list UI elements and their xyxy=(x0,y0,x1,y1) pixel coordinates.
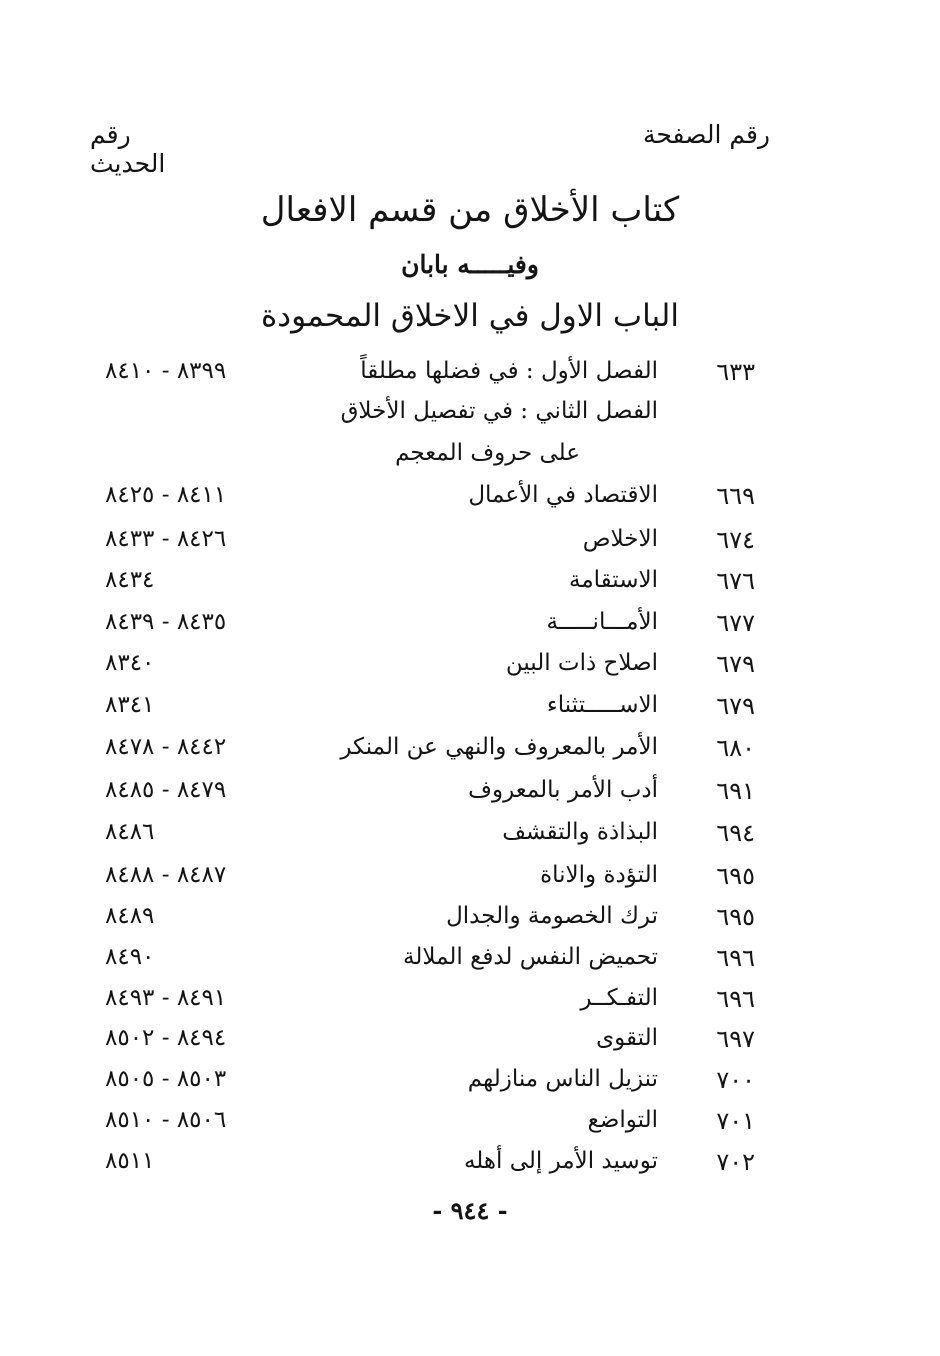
toc-entry xyxy=(0,1066,940,1106)
toc-entry xyxy=(0,862,940,902)
entry-hadith-range: ٨٤٤٢ - ٨٤٧٨ xyxy=(105,734,227,760)
entry-title: الاستقامة xyxy=(568,567,658,593)
toc-entry xyxy=(0,526,940,566)
entry-hadith-range: ٨٤٣٤ xyxy=(105,567,155,593)
entry-hadith-range: ٨٣٤٠ xyxy=(105,650,155,676)
entry-page-number: ٧٠١ xyxy=(716,1107,755,1135)
entry-title: الفصل الأول : في فضلها مطلقاً xyxy=(360,358,658,384)
entry-title: الأمـــانـــــة xyxy=(546,609,658,635)
entry-page-number: ٦٨٠ xyxy=(716,734,755,762)
entry-title: أدب الأمر بالمعروف xyxy=(468,777,658,803)
entry-page-number: ٦٩٤ xyxy=(716,819,755,847)
toc-entry xyxy=(0,482,940,522)
entry-title: الاقتصاد في الأعمال xyxy=(468,482,658,508)
book-subtitle: وفيـــــه بابان xyxy=(401,250,539,279)
entry-page-number: ٦٧٩ xyxy=(716,692,755,720)
entry-title: الأمر بالمعروف والنهي عن المنكر xyxy=(340,734,658,760)
entry-title: التفـكــر xyxy=(580,985,658,1011)
entry-title: اصلاح ذات البين xyxy=(505,650,658,676)
entry-page-number: ٦٩٦ xyxy=(716,985,755,1013)
entry-title: التقوى xyxy=(596,1025,658,1051)
entry-hadith-range: ٨٤٩٠ xyxy=(105,944,155,970)
entry-hadith-range: ٨٤٩١ - ٨٤٩٣ xyxy=(105,985,227,1011)
toc-entry xyxy=(0,1148,940,1188)
book-title: كتاب الأخلاق من قسم الافعال xyxy=(260,190,680,230)
entry-title: التواضع xyxy=(587,1107,658,1133)
entry-hadith-range: ٨٤٣٥ - ٨٤٣٩ xyxy=(105,609,227,635)
entry-title: تنزيل الناس منازلهم xyxy=(467,1066,658,1092)
entry-hadith-range: ٨٤٨٦ xyxy=(105,819,155,845)
toc-entry xyxy=(0,567,940,607)
toc-entry xyxy=(0,692,940,732)
page-number-column-header: رقم الصفحة xyxy=(642,120,770,149)
entry-hadith-range: ٨٣٩٩ - ٨٤١٠ xyxy=(105,358,227,384)
entry-title: توسيد الأمر إلى أهله xyxy=(463,1148,658,1174)
entry-hadith-range: ٨٤٢٦ - ٨٤٣٣ xyxy=(105,526,227,552)
entry-page-number: ٦٩٧ xyxy=(716,1025,755,1053)
entry-hadith-range: ٨٤٨٧ - ٨٤٨٨ xyxy=(105,862,227,888)
entry-page-number: ٦٧٤ xyxy=(716,526,755,554)
entry-hadith-range: ٨٤٩٤ - ٨٥٠٢ xyxy=(105,1025,227,1051)
entry-title-continued: الفصل الثاني : في تفصيل الأخلاق xyxy=(340,398,658,424)
entry-hadith-range: ٨٣٤١ xyxy=(105,692,155,718)
entry-title: الاخلاص xyxy=(582,526,658,552)
entry-title: التؤدة والاناة xyxy=(540,862,658,888)
entry-page-number: ٦٧٩ xyxy=(716,650,755,678)
hadith-number-column-header: رقم الحديث xyxy=(90,120,166,178)
entry-page-number: ٦٩٥ xyxy=(716,862,755,890)
entry-hadith-range: ٨٤١١ - ٨٤٢٥ xyxy=(105,482,227,508)
toc-entry xyxy=(0,609,940,649)
entry-page-number: ٦٣٣ xyxy=(716,358,755,386)
toc-entry xyxy=(0,358,940,398)
entry-hadith-range: ٨٥٠٦ - ٨٥١٠ xyxy=(105,1107,227,1133)
toc-entry xyxy=(0,819,940,859)
entry-page-number: ٧٠٢ xyxy=(716,1148,755,1176)
entry-page-number: ٦٩٥ xyxy=(716,903,755,931)
entry-title: البذاذة والتقشف xyxy=(502,819,658,845)
toc-entry xyxy=(0,734,940,774)
entry-page-number: ٦٧٧ xyxy=(716,609,755,637)
entry-page-number: ٦٧٦ xyxy=(716,567,755,595)
chapter-title: الباب الاول في الاخلاق المحمودة xyxy=(261,298,679,334)
entry-title: الاســـــتثناء xyxy=(546,692,658,718)
toc-entry xyxy=(0,903,940,943)
entry-hadith-range: ٨٤٨٩ xyxy=(105,903,155,929)
toc-entry xyxy=(0,985,940,1025)
entry-title: تحميض النفس لدفع الملالة xyxy=(403,944,658,970)
toc-entry xyxy=(0,777,940,817)
entry-page-number: ٧٠٠ xyxy=(716,1066,755,1094)
toc-entry xyxy=(0,944,940,984)
entry-title-continued: على حروف المعجم xyxy=(395,440,580,466)
toc-entry xyxy=(0,650,940,690)
entry-page-number: ٦٦٩ xyxy=(716,482,755,510)
entry-hadith-range: ٨٥١١ xyxy=(105,1148,155,1174)
entry-hadith-range: ٨٥٠٣ - ٨٥٠٥ xyxy=(105,1066,227,1092)
entry-title: ترك الخصومة والجدال xyxy=(446,903,658,929)
entry-page-number: ٦٩٦ xyxy=(716,944,755,972)
toc-entry xyxy=(0,1025,940,1065)
entry-page-number: ٦٩١ xyxy=(716,777,755,805)
entry-hadith-range: ٨٤٧٩ - ٨٤٨٥ xyxy=(105,777,227,803)
toc-entry xyxy=(0,1107,940,1147)
footer-page-number: - ٩٤٤ - xyxy=(432,1196,508,1225)
